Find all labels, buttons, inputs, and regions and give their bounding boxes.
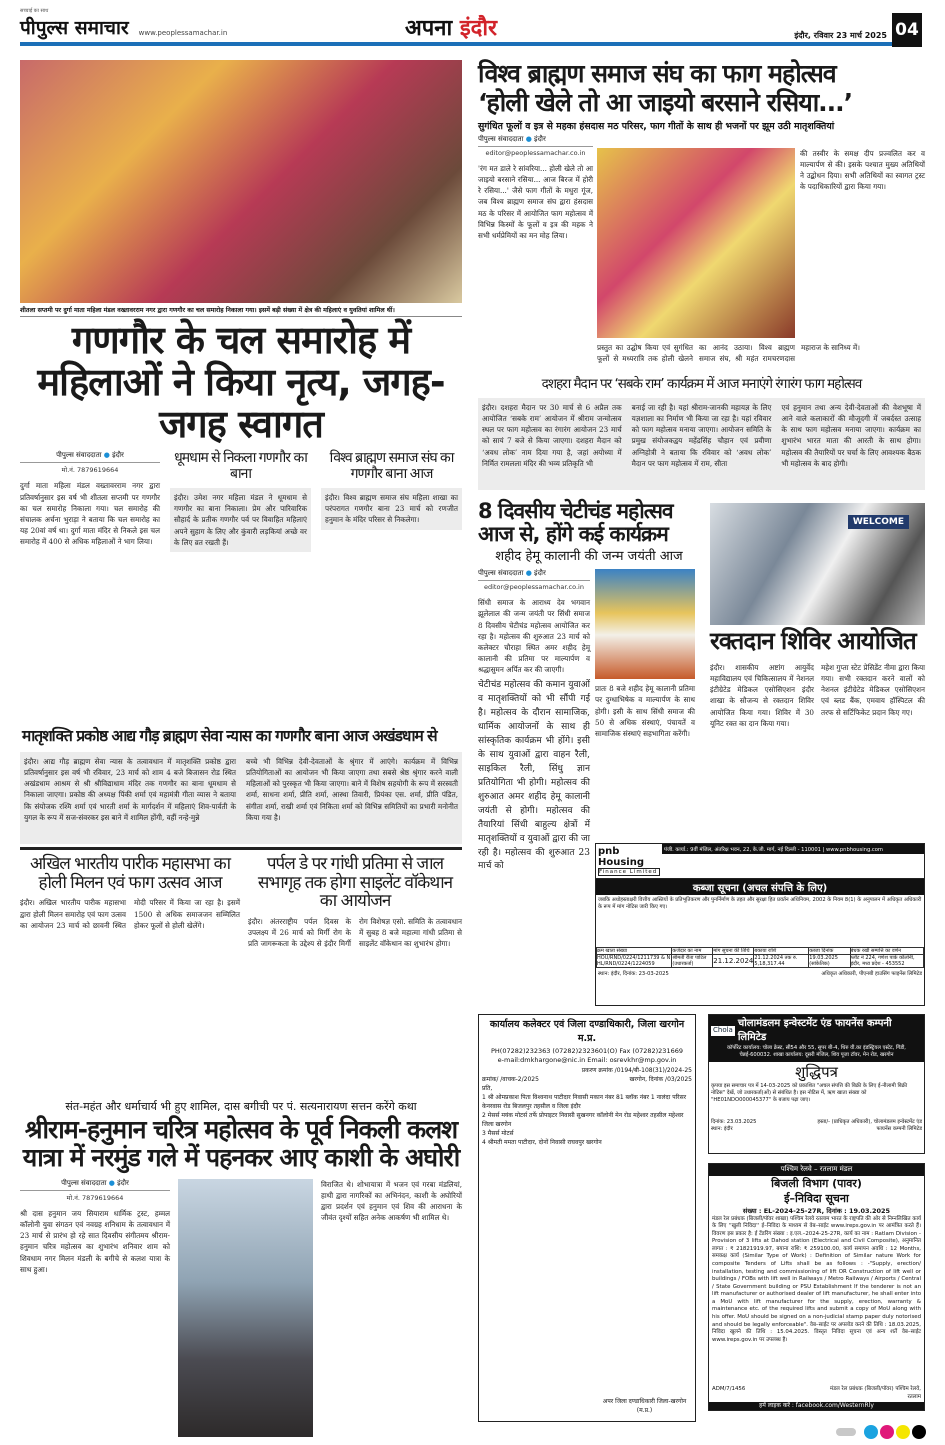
khargone-sign: अपर जिला दण्डाधिकारी जिला-खरगोन (म.प्र.) xyxy=(602,1398,687,1414)
khargone-email[interactable]: e-mail:dmkhargone@nic.in Email: osrevkhr@mp.gov.in xyxy=(497,1056,677,1065)
chetichand-subhead: शहीद हेमू कालानी की जन्म जयंती आज xyxy=(495,549,683,565)
blood-camp-photo xyxy=(710,503,925,625)
page-number: 04 xyxy=(892,13,922,47)
article-body: बनाई जा रही है। यहां श्रीराम-जानकी महायज्ञ के लिए यज्ञशाला का निर्माण भी किया जा रहा है। यहां रविवार को फाग महोत्सव मनाया जाएगा। आयोजन समिति के प्रमुख संयोजकद्वय महेंद्रसिंह चौहान एवं प्रवीणा अग्निहोत्री ने बताया कि रविवार को ‘अवध लोक’ मैदान पर फाग महोत्सव में राम, सीता xyxy=(631,403,772,468)
chola-body: कृपया इस समाचार पत्र में 14-03-2025 को प्रकाशित "अचल संपत्ति की बिक्री के लिए ई-नीलामी बिक्री नोटिस" देखें, जो उधारकर्ता(ओं) से संबंधित है। इस नोटिस में, ऋण खाता संख्या को "HE01NDO000045377" के बजाय पढ़ा जाए। xyxy=(711,1082,908,1104)
kalash-article xyxy=(20,1099,462,1437)
railway-facebook-link[interactable]: हमें लाइक करें : facebook.com/WesternRly xyxy=(709,1402,924,1410)
purple-headline: पर्पल डे पर गांधी प्रतिमा से जाल सभागृह तक होगा साइलेंट वॉकेथान का आयोजन xyxy=(257,854,453,912)
chola-title: चोलामंडलम इन्वेस्टमेंट एंड फायनेंस कम्पनी लिमिटेड xyxy=(737,1018,892,1043)
pnb-intro: जबकि अधोहस्ताक्षरी वित्तीय आस्तियों के प्रतिभूतिकरण और पुनर्निर्माण के तहत और सुरक्षा हित प्रवर्तन अधिनियम, 2002 के नियम 8(1) के अनुपालन में अधिकृत अधिकारी के रूप में मांग नोटिस जारी किए गए। xyxy=(598,897,922,911)
article-body: महेश गुप्ता स्टेट प्रेसिडेंट नीमा द्वारा किया गया। सभी रक्तदान करने वालों को नेशनल इंटीग्रेटेड मेडिकल एसोसिएशन एवं ब्लड बैंक, एमवाय हॉस्पिटल की तरफ से सर्टिफिकेट प्रदान किए गए। xyxy=(821,663,925,717)
gangaur-side1 xyxy=(170,451,311,718)
jhulelal-photo xyxy=(595,569,695,679)
print-mark-cyan xyxy=(864,1425,878,1439)
article-body: इंदौर। विश्व ब्राह्मण समाज संघ महिला शाखा का परंपरागत गणगौर बाना 23 मार्च को रणजीत हनुमान के मंदिर परिसर से निकलेगा। xyxy=(321,488,462,529)
railway-top: पश्चिम रेलवे – रतलाम मंडल xyxy=(709,1164,924,1176)
matrushakti-headline: मातृशक्ति प्रकोष्ठ आद्य गौड़ ब्राह्मण सेवा न्यास का गणगौर बाना आज अखंडधाम से xyxy=(22,727,437,745)
pnb-title: कब्जा सूचना (अचल संपत्ति के लिए) xyxy=(596,879,924,895)
email: editor@peoplessamachar.co.in xyxy=(484,583,584,592)
khargone-phone: PH(07282)232363 (07282)2323601(O) Fax (07282)231669 xyxy=(491,1046,683,1055)
purple-article xyxy=(248,855,462,1095)
article-body: दुर्गा माता महिला मंडल वख्तावरराम नगर द्वारा प्रतिवर्षानुसार इस वर्ष भी शीतला सप्तमी पर गणगौर का चल समारोह निकाला गया। चल समारोह की संचालक अर्चना भुराड़ा ने बताया कि चल समारोह का यह 20वां वर्ष था। दुर्गा माता मंदिर से निकले इस चल समारोह में 400 से अधिक महिलाओं ने भाग लिया। xyxy=(20,481,160,547)
chetichand-headline: 8 दिवसीय चेटीचंड महोत्सव आज से, होंगे कई कार्यक्रम xyxy=(478,499,673,547)
gangaur-col1 xyxy=(20,451,160,718)
article-body: इंदौर। आद्य गौड़ ब्राह्मण सेवा न्यास के तत्वावधान में मातृशक्ति प्रकोष्ठ द्वारा प्रतिवर्षानुसार इस वर्ष भी रविवार, 23 मार्च को शाम 4 बजे बिजासन रोड स्थित अखंडधाम आश्रम से श्री श्रीविद्याधाम मंदिर तक गणगौर का बाना धूमधाम से निकाला जाएगा। प्रकोष्ठ की अध्यक्ष पिंकी शर्मा एवं महामंत्री गीता व्यास ने बताया कि संयोजक रश्मि शर्मा एवं भारती शर्मा के मार्गदर्शन में महिलाएं शिव-पार्वती के युगल के रूप में सज-संवरकर इस बाने में शामिल होंगी, वहीं नन्हे-मुन्ने xyxy=(24,757,236,822)
kalash-headline: श्रीराम-हनुमान चरित्र महोत्सव के पूर्व निकली कलश यात्रा में नरमुंड गले में पहनकर आए काशी के अघोरी xyxy=(22,1115,460,1172)
article-body: 'रंग मत डाले रे सांवरिया... होली खेले तो आ जाइयो बरसाने रसिया... आज बिरज में होरी रे रसिया...' जैसे फाग गीतों के मधुरा गूंज, जब विश्व ब्राह्मण समाज संघ द्वारा हंसदास मठ के परिसर में आयोजित फाग महोत्सव में विभिन्न किस्मों के फूलों व इत्र की महक ने सभी धर्मप्रेमियों का मन मोह लिया। xyxy=(478,164,593,240)
pnb-footer: स्थान: इंदौर, दिनांक: 23-03-2025 xyxy=(598,971,669,977)
pareek-article xyxy=(20,855,240,1095)
masthead-tagline: सच्चाई का साथ xyxy=(20,8,49,14)
fag-headline-1: विश्व ब्राह्मण समाज संघ का फाग महोत्सव xyxy=(478,59,836,88)
chola-notice: Chola चोलामंडलम इन्वेस्टमेंट एंड फायनेंस कम्पनी लिमिटेड कॉर्पोरेट कार्यालय: चोला क्रेस्ट, सी54 और 55, सुपर बी-4, थिरु वी.का इंडस्ट्रियल एस्टेट, गिंडी, चेन्नई-600032. शाखा कार्यालय: दूसरी मंजिल, शिव पूजा टॉवर, मेन रोड, खरगोन शुद्धिपत्र कृपया इस समाचार पत्र में 14-03-2025 को प्रकाशित "अचल संपत्ति की बिक्री के लिए ई-नीलामी बिक्री नोटिस" देखें, जो उधारकर्ता(ओं) से संबंधित है। इस नोटिस में, ऋण खाता संख्या को "HE01NDO000045377" के बजाय पढ़ा जाए। दिनांक: 23.03.2025 स्थान: इंदौर हस्ता/- (प्राधिकृत अधिकारी), चोलामंडलम इन्वेस्टमेंट एंड फायनेंस कम्पनी लिमिटेड xyxy=(708,1014,925,1154)
header-rule xyxy=(20,42,892,46)
fag-col1 xyxy=(478,135,593,374)
print-mark-magenta xyxy=(880,1425,894,1439)
section-title-b: इंदौर xyxy=(459,16,498,41)
article-body: इंदौर। शासकीय अष्टांग आयुर्वेद महाविद्यालय एवं चिकित्सालय में नेशनल इंटीग्रेटेड मेडिकल एसोसिएशन इंदौर शाखा के सौजन्य से रक्तदान शिविर आयोजित किया गया। शिविर में 30 यूनिट रक्त का दान किया गया। xyxy=(710,663,814,728)
gangaur-side2 xyxy=(321,451,462,718)
masthead-logo: पीपुल्स समाचार xyxy=(20,17,129,39)
khargone-item: 1 श्री ओमप्रकाश पिता विश्वनाथ पाटीदार निवासी मकान नंबर 81 ब्लॉक नंबर 1 नालंदा परिसर केनरवास रोड बिजलपुर तहसील व जिला इंदौर xyxy=(482,1094,687,1110)
article-body: विराजित थे। शोभायात्रा में भजन एवं गरबा मंडलियां, हाथी द्वारा नागरिकों का अभिनंदन, काशी के अघोरियों द्वारा प्रदर्शन एवं हनुमान एवं शिव की आराधना के जीवंत दृश्यों सहित अनेक आकर्षण भी शामिल थे। xyxy=(321,1180,462,1223)
article-body: इंदौर। अखिल भारतीय पारीक महासभा द्वारा होली मिलन समारोह एवं फाग उत्सव का आयोजन 23 मार्च को छावनी स्थित मोदी परिसर में किया जा रहा है। इसमें 1500 से अधिक समाजजन सम्मिलित होकर फूलों से होली खेलेंगे। xyxy=(20,898,240,930)
railway-number: संख्या : EL-2024-25-27R, दिनांक : 19.03.2025 xyxy=(742,1206,891,1215)
byline: पीपुल्स संवाददाता ● इंदौर xyxy=(20,451,160,463)
pnb-address: पंजी. कार्या.: 9वीं मंजिल, अंतरिक्ष भवन, 22, के.जी. मार्ग, नई दिल्ली - 110001 | www.pnbhousing.com xyxy=(662,844,924,854)
khargone-item: 4 श्रीमती ममता पाटीदार, दोनों निवासी राघवपुर खरगोन xyxy=(482,1139,602,1146)
print-mark-gray xyxy=(836,1428,856,1436)
chola-heading: शुद्धिपत्र xyxy=(795,1062,838,1081)
print-mark-black xyxy=(912,1425,926,1439)
side2-title: विश्व ब्राह्मण समाज संघ का गणगौर बाना आज xyxy=(329,450,454,482)
article-body: प्रस्तुत का उद्घोष किया एवं सुगंधित फूलों से मध्यरात्रि तक होली खेलने का आनंद उठाया। विश्व ब्राह्मण समाज संघ, श्री महंत रामचरणदास महाराज के सानिध्य में। xyxy=(597,343,860,364)
article-body: इंदौर। उमेश नगर महिला मंडल ने धूमधाम से गणगौर का बाना निकाला। प्रेम और पारिवारिक सौहार्द के प्रतीक गणगौर पर्व पर विवाहित महिलाएं अपने सुहाग के लिए और कुंवारी लड़कियां अच्छे वर के लिए व्रत रखती हैं। xyxy=(170,488,311,552)
blood-headline: रक्तदान शिविर आयोजित xyxy=(710,627,916,655)
kalash-kicker: संत-महंत और धर्माचार्य भी हुए शामिल, दास बगीची पर पं. सत्यनारायण सत्तन करेंगे कथा xyxy=(65,1100,417,1113)
masthead-left xyxy=(20,3,390,41)
article-body: प्रातः 8 बजे शहीद हेमू कालानी प्रतिमा पर दुग्धाभिषेक व माल्यार्पण के साथ होगी। इसी के साथ सिंधी समाज की 50 से अधिक संस्थाएं, पंचायतें व सामाजिक संस्थाएं सहभागिता करेंगी। xyxy=(595,684,695,738)
chola-logo: Chola xyxy=(713,1026,733,1035)
gangaur-article xyxy=(20,320,462,718)
kalash-columns xyxy=(20,1179,462,1437)
fag-photo xyxy=(597,148,795,338)
gangaur-headline: गणगौर के चल समारोह में महिलाओं ने किया नृत्य, जगह-जगह स्वागत xyxy=(37,318,445,446)
mobile: मो.नं. 7879619664 xyxy=(61,466,119,475)
masthead-logo-block xyxy=(20,8,129,41)
dashehra-box xyxy=(478,398,925,490)
khargone-notice: कार्यालय कलेक्टर एवं जिला दण्डाधिकारी, जिला खरगोन म.प्र. PH(07282)232363 (07282)2323601(O) Fax (07282)231669 e-mail:dmkhargone@nic.in Email: osrevkhr@mp.gov.in प्रकरण क्रमांक /0194/बी-108(31)/2024-25 क्रमांक/ /वाचक-2/2025 खरगोन, दिनांक /03/2025 प्रति, 1 श्री ओमप्रकाश पिता विश्वनाथ पाटीदार निवासी मकान नंबर 81 ब्लॉक नंबर 1 नालंदा परिसर केनरवास रोड बिजलपुर तहसील व जिला इंदौर 2 मेसर्स मयंक मोटर्स तर्फे प्रोपाइटर निवासी सुखनगर कॉलोनी मेन रोड महेश्वर तहसील महेश्वर जिला खरगोन 3 मैसर्स मोटर्स 4 श्रीमती ममता पाटीदार, दोनों निवासी राघवपुर खरगोन अपर जिला दण्डाधिकारी जिला-खरगोन (म.प्र.) xyxy=(478,1014,696,1422)
section-title-a: अपना xyxy=(405,16,460,41)
fag-subhead: सुगंधित फूलों व इत्र से महका हंसदास मठ परिसर, फाग गीतों के साथ ही भजनों पर झूम उठी मातृशक्तियां xyxy=(478,121,835,132)
gangaur-columns xyxy=(20,451,462,718)
date: इंदौर, रविवार 23 मार्च 2025 xyxy=(794,31,887,40)
railway-subtitle: ई–निविदा सूचना xyxy=(784,1192,849,1206)
railway-title: बिजली विभाग (पावर) xyxy=(771,1176,862,1190)
khargone-item: 3 मैसर्स मोटर्स xyxy=(482,1130,514,1137)
khargone-case: प्रकरण क्रमांक /0194/बी-108(31)/2024-25 xyxy=(581,1067,692,1074)
khargone-title: कार्यालय कलेक्टर एवं जिला दण्डाधिकारी, जिला खरगोन म.प्र. xyxy=(489,1019,685,1045)
chetichand-col2 xyxy=(595,569,695,824)
article-body: बच्चे भी विभिन्न देवी-देवताओं के श्रृंगार में आएंगे। कार्यक्रम में विभिन्न प्रतियोगिताओं का आयोजन भी किया जाएगा तथा सबसे श्रेष्ठ श्रृंगार करने वाली महिलाओं को पुरस्कृत भी किया जाएगा। बाने में विशेष सहयोगी के रूप में सरस्वती शर्मा, साधना शर्मा, प्रीति शर्मा, आस्था तिवारी, प्रियंका एस. शर्मा, प्रीति पंडित, संगीता शर्मा, राखी शर्मा एवं निकिता शर्मा को विभिन्न समितियों का प्रभारी मनोनीत किया गया है। xyxy=(246,757,458,822)
print-mark-yellow xyxy=(896,1425,910,1439)
aghori-photo xyxy=(178,1179,313,1437)
pareek-headline: अखिल भारतीय पारीक महासभा का होली मिलन एवं फाग उत्सव आज xyxy=(29,854,231,893)
railway-tender: पश्चिम रेलवे – रतलाम मंडल बिजली विभाग (पावर) ई–निविदा सूचना संख्या : EL-2024-25-27R, दिनांक : 19.03.2025 मंडल रेल प्रबंधक (बिजली/पॉवर शाखा) पश्चिम रेलवे रतलाम भारत के राष्ट्रपति की ओर से निम्नलिखित कार्य के लिए ''खुली निविदा'' ई–निविदा के माध्यम से वेब–साईट www.ireps.gov.in पर आमंत्रित करते हैं। विवरण इस प्रकार है: ई टेंडरिंग संख्या : इ.एल.–2024-25-27R, कार्य का नाम : Ratlam Division - Provision of 3 lifts at Dahod station (Electrical and Civil Composite), अनुमानित लागत : ₹ 21821919.97, बयाना राशि: ₹ 259100.00, कार्य समापन अवधि : 12 Months, समकक्ष कार्य (Similar Type of Work) : Definition of Similar nature Work for composite Tenders of Lifts shall be as follows : -"Supply, erection/ installation, testing and commissioning of lift OR Construction of lift well or buildings / FOBs with lift well in Railways / Metro Railways / Airports / Central / State Government building or PSU Establishment If the tenderer is not an lift manufacturer or authorised dealer of lift manufacturer, he shall enter into a MoU with lift manufacturer for the supply, erection, warranty & maintenance etc. of the required lifts and submit a copy of MoU along with his offer. MoU should be signed on a non-judicial stamp paper duly notorised and should be legally enforceable". वेब–साईट पर अपलोड करने की तिथि : 18.03.2025, निविदा खुलने की तिथि : 15.04.2025. विस्तृत निविदा सूचना एवं अन्य शर्तें वेब–साईट www.ireps.gov.in पर उपलब्ध है। ADM/7/1456 मंडल रेल प्रबंधक (बिजली/पॉवर) पश्चिम रेलवे, रतलाम हमें लाइक करें : facebook.com/WesternRly xyxy=(708,1163,925,1411)
byline: पीपुल्स संवाददाता ● इंदौर xyxy=(478,569,590,581)
pnb-sign: अधिकृत अधिकारी, पीएनबी हाउसिंग फाइनेंस लिमिटेड xyxy=(821,971,922,977)
chola-address: कॉर्पोरेट कार्यालय: चोला क्रेस्ट, सी54 और 55, सुपर बी-4, थिरु वी.का इंडस्ट्रियल एस्टेट, गिंडी, चेन्नई-600032. शाखा कार्यालय: दूसरी मंजिल, शिव पूजा टॉवर, मेन रोड, खरगोन xyxy=(727,1045,906,1059)
byline: पीपुल्स संवाददाता ● इंदौर xyxy=(478,135,593,147)
divider xyxy=(20,847,462,850)
byline: पीपुल्स संवाददाता ● इंदौर xyxy=(20,1179,170,1191)
gangaur-photo xyxy=(20,60,462,303)
chetichand-col1 xyxy=(478,569,590,1005)
side1-title: धूमधाम से निकला गणगौर का बाना xyxy=(174,450,307,482)
article-body: चेटीचंड महोत्सव की कमान युवाओं व मातृशक्तियों को भी सौंपी गई है। महोत्सव के दौरान सामाजिक, धार्मिक आयोजनों के साथ ही सांस्कृतिक कार्यक्रम भी होंगे। इसी के साथ युवाओं द्वारा वाहन रैली, साइकिल रैली, सिंधु ज्ञान प्रतियोगिता भी होगी। महोत्सव की शुरुआत अमर शहीद हेमू कालानी जयंती से होगी। महोत्सव की तैयारियां सिंधी बाहुल्य क्षेत्रों में मातृशक्तियों व युवाओं द्वारा की जा रही है। महोत्सव की शुरुआत 23 मार्च को xyxy=(478,680,590,872)
mobile: मो.नं. 7879619664 xyxy=(66,1194,124,1202)
kalash-col1 xyxy=(20,1179,170,1437)
article-body: एवं हनुमान तथा अन्य देवी-देवताओं की वेशभूषा में आने वाले कलाकारों की मौजूदगी में जबर्दस्त उत्साह के साथ फाग महोत्सव मनाया जाएगा। कार्यक्रम का शुभारंभ भारत माता की आरती के साथ होगा। महोत्सव की तैयारियों पर चर्चा के लिए आवश्यक बैठक भी महोत्सव के बाद होगी। xyxy=(781,403,922,468)
article-body: इंदौर। दशहरा मैदान पर 30 मार्च से 6 अप्रैल तक आयोजित ‘सबके राम’ आयोजन में श्रीराम जन्मोत्सव स्थल पर फाग महोत्सव का रंगारंग आयोजन 23 मार्च को सायं 7 बजे से किया जाएगा। दशहरा मैदान को ‘अवध लोक’ नाम दिया गया है, जहां अयोध्या में निर्मित रामलला मंदिर की भव्य प्रतिकृति भी xyxy=(482,403,622,468)
pnb-housing-ad xyxy=(595,843,925,1006)
railway-body: मंडल रेल प्रबंधक (बिजली/पॉवर शाखा) पश्चिम रेलवे रतलाम भारत के राष्ट्रपति की ओर से निम्नलिखित कार्य के लिए ''खुली निविदा'' ई–निविदा के माध्यम से वेब–साईट www.ireps.gov.in पर आमंत्रित करते हैं। विवरण इस प्रकार है: ई टेंडरिंग संख्या : इ.एल.–2024-25-27R, कार्य का नाम : Ratlam Division - Provision of 3 lifts at Dahod station (Electrical and Civil Composite), अनुमानित लागत : ₹ 21821919.97, बयाना राशि: ₹ 259100.00, कार्य समापन अवधि : 12 Months, समकक्ष कार्य (Similar Type of Work) : Definition of Similar nature Work for composite Tenders of Lifts shall be as follows : -"Supply, erection/ installation, testing and commissioning of lift OR Construction of lift well or buildings / FOBs with lift well in Railways / Metro Railways / Airports / Central / State Government building or PSU Establishment If the tenderer is not an lift manufacturer or authorised dealer of lift manufacturer, he shall enter into a MoU with lift manufacturer for the supply, erection, warranty & maintenance etc. of the required lifts and submit a copy of MoU along with his offer. MoU should be signed on a non-judicial stamp paper duly notorised and should be legally enforceable". वेब–साईट पर अपलोड करने की तिथि : 18.03.2025, निविदा खुलने की तिथि : 15.04.2025. विस्तृत निविदा सूचना एवं अन्य शर्तें वेब–साईट www.ireps.gov.in पर उपलब्ध है। xyxy=(712,1215,921,1343)
website[interactable]: www.peoplessamachar.in xyxy=(138,29,228,37)
article-body: श्री दास हनुमान जय सियाराम धार्मिक ट्रस्ट, हम्मल कॉलोनी युवा संगठन एवं नवग्रह शनिधाम के तत्वावधान में 23 मार्च से प्रारंभ हो रहे सात दिवसीय संगीतमय श्रीराम-हनुमान चरित्र महोत्सव का शुभारंभ शनिवार शाम को शिवधाम नगर मिलन मंडली के बगीचे से कलश यात्रा के साथ हुआ। xyxy=(20,1209,170,1274)
email: editor@peoplessamachar.co.in xyxy=(485,149,586,157)
section-title xyxy=(405,12,497,42)
matrushakti-box xyxy=(20,752,462,844)
photo-caption: शीतला सप्तमी पर दुर्गा माता महिला मंडल वख्तावरराम नगर द्वारा गणगौर का चल समारोह निकाला गया। इसमें बड़ी संख्या में क्षेत्र की महिलाएं व युवतियां शामिल थीं। xyxy=(20,305,462,317)
article-body: इंदौर। अंतरराष्ट्रीय पर्पल दिवस के उपलक्ष्य में 26 मार्च को मिर्गी रोग के प्रति जागरूकता के उद्देश्य से इंदौर मिर्गी रोग विशेषज्ञ एसो. समिति के तत्वावधान में सुबह 8 बजे महात्मा गांधी प्रतिमा से साइलेंट वॉकेथान का शुभारंभ होगा। xyxy=(248,917,462,949)
khargone-item: 2 मेसर्स मयंक मोटर्स तर्फे प्रोपाइटर निवासी सुखनगर कॉलोनी मेन रोड महेश्वर तहसील महेश्वर जिला खरगोन xyxy=(482,1112,684,1128)
article-body: की तस्वीर के समक्ष दीप प्रज्वलित कर व माल्यार्पण से की। इसके पश्चात मुख्य अतिथियों ने उद्बोधन दिया। सभी अतिथियों का स्वागत ट्रस्ट के पदाधिकारियों द्वारा किया गया। xyxy=(800,149,925,192)
article-body: सिंधी समाज के आराध्य देव भगवान झूलेलाल की जन्म जयंती पर सिंधी समाज 8 दिवसीय चेटीचंड महोत्सव आयोजित कर रहा है। महोत्सव की शुरुआत 23 मार्च को कलेक्टर चौराहा स्थित अमर शहीद हेमू कालानी की प्रतिमा पर माल्यार्पण व श्रद्धासुमन अर्पित कर की जाएगी। xyxy=(478,598,590,675)
pnb-logo: pnb Housing Finance Limited xyxy=(596,844,662,878)
pnb-table: क्रम खाता संख्या कर्जदार का नाम मांग सूचना की तिथि बकाया राशि कब्जा दिनांक बंधक रखी सम्पत्ति का वर्णन HOU/RND/0224/1211739 & NHL/RND/0224/1224059 श्रीमती रीता पाटिल (उधारकर्ता) 21.12.2024 21.12.2024 तक रु. 5,18,317.44 19.03.2025 (सांकेतिक) प्लॉट नं 224, गणेश पार्क कॉलोनी, इंदौर, मध्य प्रदेश - 453552 xyxy=(596,947,924,968)
dashehra-headline: दशहरा मैदान पर ‘सबके राम’ कार्यक्रम में आज मनाएंगे रंगारंग फाग महोत्सव xyxy=(541,376,862,392)
fag-headline-2: ‘होली खेले तो आ जाइयो बरसाने रसिया...’ xyxy=(478,88,853,117)
welcome-banner: WELCOME xyxy=(848,515,909,529)
